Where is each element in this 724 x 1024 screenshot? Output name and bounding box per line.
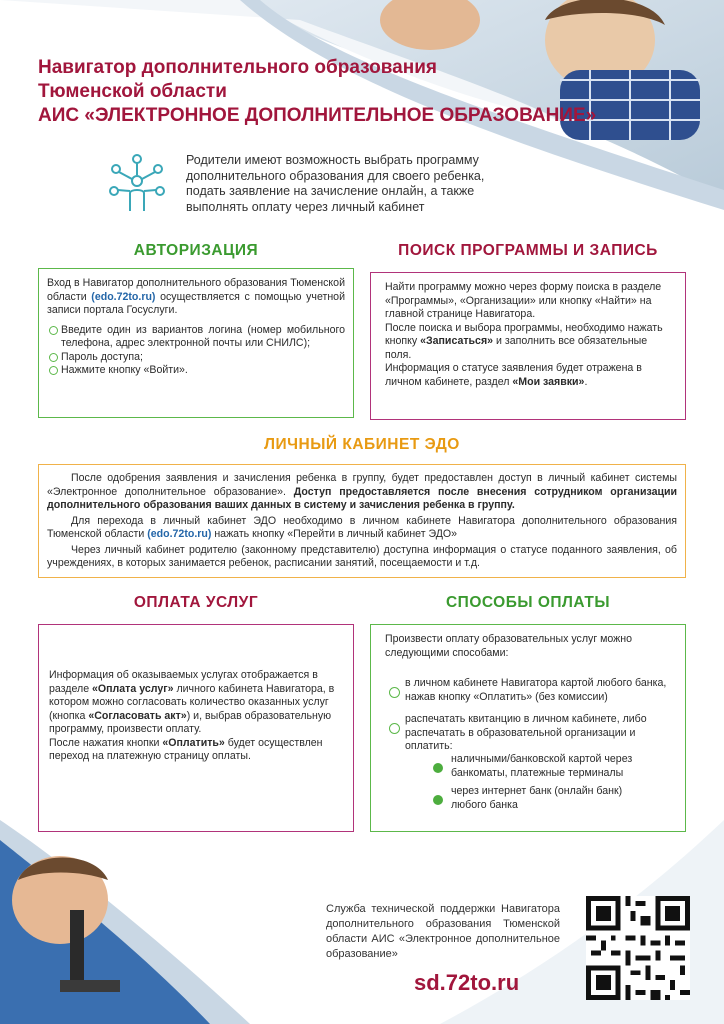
cabinet-box [38, 464, 686, 578]
page-title [38, 56, 596, 128]
method-option-online: в личном кабинете Навигатора картой любого банка, нажав кнопку «Оплатить» (без комиссии) [405, 677, 667, 703]
cabinet-text-3: Через личный кабинет родителю (законному представителю) доступна информация о статусе поданного заявления, об учреждениях, в которых занимается ребенок, расписании занятий, посещаемости и т.д. [47, 543, 677, 569]
intro-text: Родители имеют возможность выбрать программу дополнительного образования для своего ребенка, подать заявление на зачисление онлайн, а также выполнять оплату через личный кабинет [186, 153, 485, 214]
auth-intro: Вход в Навигатор дополнительного образования Тюменской области (edo.72to.ru) осуществляется с помощью учетной записи портала Госуслуги. [47, 277, 345, 316]
title-line-3: АИС «ЭЛЕКТРОННОЕ ДОПОЛНИТЕЛЬНОЕ ОБРАЗОВАНИЕ» [38, 105, 597, 126]
auth-step-login-button: Нажмите кнопку «Войти». [47, 364, 345, 378]
search-text-1: Найти программу можно через форму поиска в разделе «Программы», «Организации» или кнопку «Найти» на главной странице Навигатора. [385, 281, 662, 320]
cabinet-heading: ЛИЧНЫЙ КАБИНЕТ ЭДО [264, 436, 460, 453]
ring-bullet-icon [389, 687, 400, 698]
search-box [370, 272, 686, 420]
header-photo-decoration [0, 0, 724, 260]
support-site-link[interactable]: sd.72to.ru [414, 970, 520, 995]
payment-heading: ОПЛАТА УСЛУГ [133, 594, 259, 611]
auth-box [38, 268, 354, 418]
search-text-2: После поиска и выбора программы, необходимо нажать кнопку «Записаться» и заполнить все обязательные поля. [385, 321, 663, 361]
methods-intro: Произвести оплату образовательных услуг можно следующими способами: [385, 633, 633, 659]
support-text: Служба технической поддержки Навигатора дополнительного образования Тюменской области АИС «Электронное дополнительное образование» [326, 903, 560, 960]
methods-box [370, 624, 686, 832]
cabinet-text-1: После одобрения заявления и зачисления ребенка в группу, будет предоставлен доступ в личный кабинет системы «Электронное дополнительное образование». Доступ предоставляется после внесения сотрудником организации дополнительного образования ваших данных в систему и зачисления ребенка в группу. [47, 472, 678, 511]
family-network-icon [108, 153, 166, 215]
method-sub-cash: наличными/банковской картой через банкоматы, платежные терминалы [451, 753, 633, 779]
payment-box [38, 624, 354, 832]
ring-bullet-icon [49, 353, 58, 362]
qr-code-icon[interactable] [586, 896, 690, 1000]
auth-heading: АВТОРИЗАЦИЯ [133, 242, 259, 259]
auth-step-password: Пароль доступа; [47, 351, 345, 365]
navigator-link[interactable]: (edo.72to.ru) [91, 290, 156, 303]
ring-bullet-icon [49, 326, 58, 335]
payment-text-1: Информация об оказываемых услугах отображается в разделе «Оплата услуг» личного кабинета Навигатора, в котором можно согласовать количество оказанных услуг (кнопка «Согласовать акт») и, выбрав образовательную программу, произвести оплату. [49, 669, 335, 735]
method-option-receipt: распечатать квитанцию в личном кабинете, либо распечатать в образовательной организации и оплатить: [405, 713, 647, 752]
ring-bullet-icon [389, 723, 400, 734]
green-dot-icon [433, 763, 443, 773]
payment-text-2: После нажатия кнопки «Оплатить» будет осуществлен переход на платежную страницу оплаты. [49, 736, 323, 762]
methods-heading: СПОСОБЫ ОПЛАТЫ [445, 594, 610, 611]
title-line-2: Тюменской области [38, 81, 227, 102]
cabinet-text-2: Для перехода в личный кабинет ЭДО необходимо в личном кабинете Навигатора дополнительного образования Тюменской области (edo.72to.ru) нажать кнопку «Перейти в личный кабинет ЭДО» [47, 514, 677, 540]
method-sub-online-bank: через интернет банк (онлайн банк) любого банка [451, 785, 623, 811]
auth-step-login: Введите один из вариантов логина (номер мобильного телефона, адрес электронной почты или СНИЛС); [47, 324, 345, 351]
search-text-3: Информация о статусе заявления будет отражена в личном кабинете, раздел «Мои заявки». [385, 362, 642, 388]
green-dot-icon [433, 795, 443, 805]
title-line-1: Навигатор дополнительного образования [38, 57, 437, 78]
search-heading: ПОИСК ПРОГРАММЫ И ЗАПИСЬ [398, 242, 658, 259]
ring-bullet-icon [49, 366, 58, 375]
cabinet-navigator-link[interactable]: (edo.72to.ru) [147, 528, 212, 540]
